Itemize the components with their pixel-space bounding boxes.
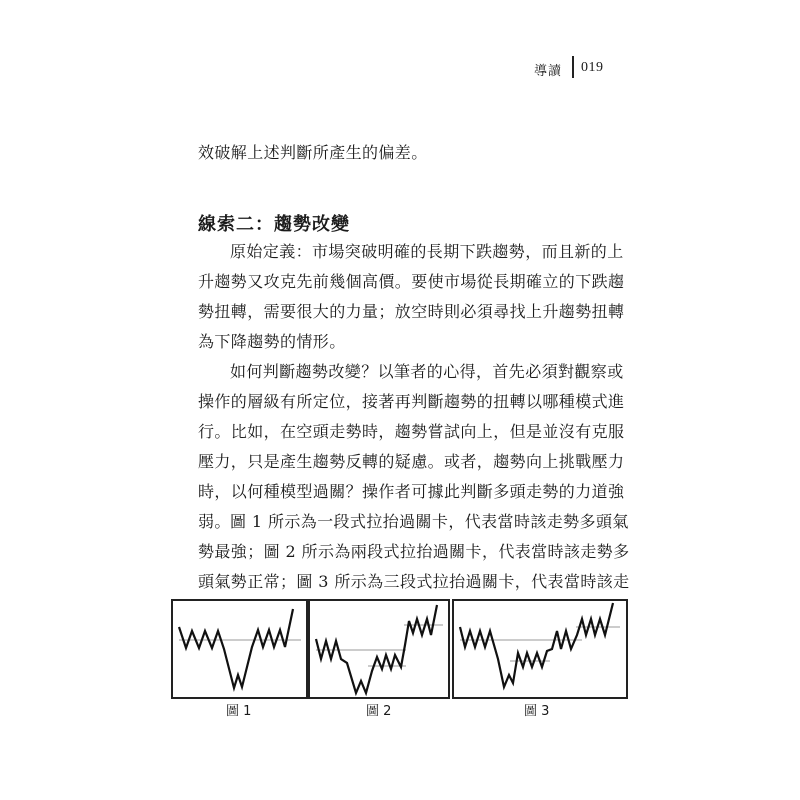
header-divider: [572, 56, 574, 78]
text-line: 升趨勢又攻克先前幾個高價。要使市場從長期確立的下跌趨: [198, 272, 625, 291]
figure-1-caption: 圖 1: [226, 704, 252, 719]
price-path-line: [460, 603, 613, 687]
text-line: 如何判斷趨勢改變？以筆者的心得，首先必須對觀察或: [230, 362, 624, 381]
figure-3-chart: [452, 599, 628, 699]
text-line: 行。比如，在空頭走勢時，趨勢嘗試向上，但是並沒有克服: [198, 422, 625, 441]
text-line: 弱。: [198, 512, 231, 531]
text-line: 原始定義：市場突破明確的長期下跌趨勢，而且新的上: [230, 242, 624, 261]
page-number: 019: [581, 60, 604, 75]
text-line: 圖 1 所示為一段式拉抬過關卡，代表當時該走勢多頭氣: [230, 512, 629, 531]
figure-2-caption: 圖 2: [366, 704, 392, 719]
text-line: 操作的層級有所定位，接著再判斷趨勢的扭轉以哪種模式進: [198, 392, 625, 411]
intro-paragraph: [198, 138, 618, 168]
figure-3-caption: 圖 3: [524, 704, 550, 719]
text-line: 頭氣勢正常；圖 3 所示為三段式拉抬過關卡，代表當時該走: [198, 572, 630, 591]
figure-2-svg: [310, 601, 448, 697]
figure-1-chart: [171, 599, 308, 699]
figure-3-svg: [454, 601, 626, 697]
text-line: 為下降趨勢的情形。: [198, 332, 346, 351]
running-header: [520, 56, 610, 80]
text-line: 勢最強；圖 2 所示為兩段式拉抬過關卡，代表當時該走勢多: [198, 542, 630, 561]
header-section-title: 導讀: [534, 64, 563, 79]
text-line: 壓力，只是產生趨勢反轉的疑慮。或者，趨勢向上挑戰壓力: [198, 452, 625, 471]
paragraph-3: [198, 507, 630, 597]
price-path-line: [179, 609, 293, 688]
price-path-line: [316, 605, 437, 693]
text-line: 勢扭轉，需要很大的力量；放空時則必須尋找上升趨勢扭轉: [198, 302, 625, 321]
section-heading: 線索二：趨勢改變: [198, 214, 350, 235]
figure-2-chart: [308, 599, 450, 699]
text-line: 效破解上述判斷所產生的偏差。: [198, 143, 428, 162]
paragraph-1: [198, 237, 625, 357]
text-line: 時，以何種模型過關？操作者可據此判斷多頭走勢的力道強: [198, 482, 625, 501]
figure-1-svg: [173, 601, 306, 697]
